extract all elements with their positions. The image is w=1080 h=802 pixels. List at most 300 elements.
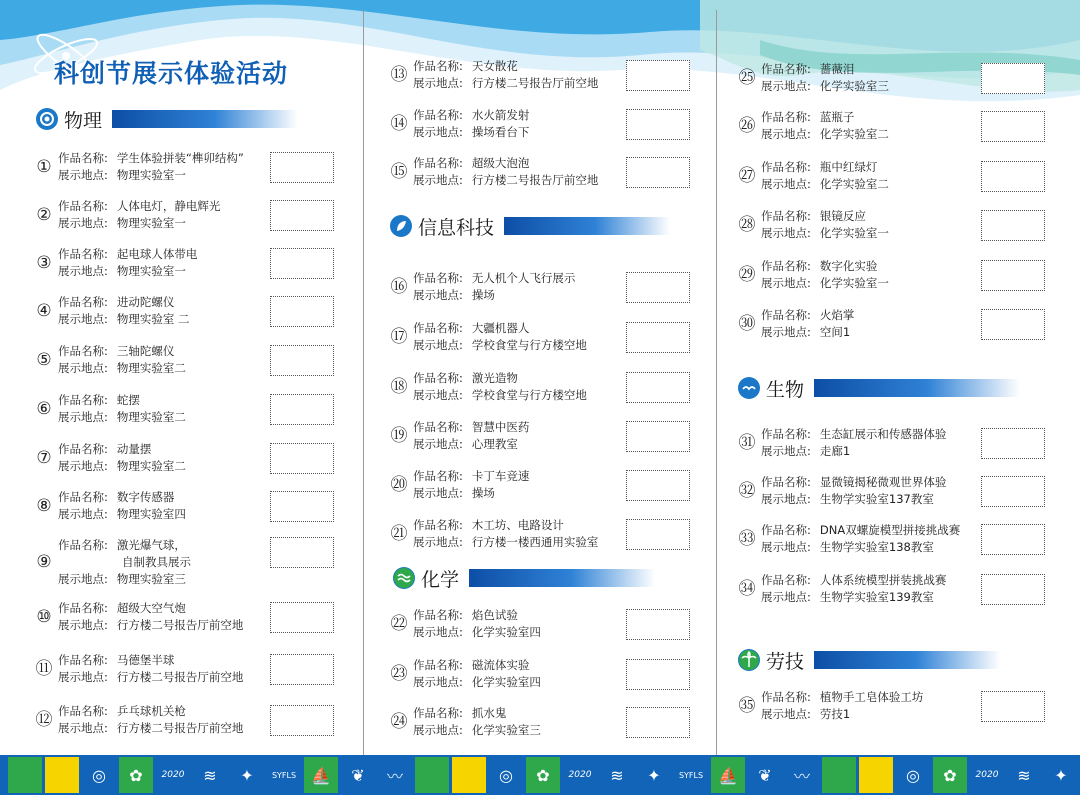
item-place: 生物学实验室139教室 <box>819 590 934 604</box>
item-number: ⑪ <box>35 659 53 679</box>
place-label: 展示地点: <box>413 288 463 302</box>
place-label: 展示地点: <box>58 721 108 735</box>
name-label: 作品名称: <box>58 653 108 667</box>
sailboat-icon: ⛵ <box>711 757 745 793</box>
place-label: 展示地点: <box>761 276 811 290</box>
item-place-line <box>58 409 186 425</box>
item-place: 操场 <box>471 486 495 500</box>
stamp-checkbox[interactable] <box>270 491 334 522</box>
item-number: ⑮ <box>390 162 408 182</box>
item-name: 乒乓球机关枪 <box>116 704 186 718</box>
item-place-line <box>413 436 518 452</box>
exhibit-item <box>739 474 1069 514</box>
exhibit-item <box>739 689 1069 729</box>
year-badge: 2020 <box>563 757 597 793</box>
place-label: 展示地点: <box>413 437 463 451</box>
stamp-checkbox[interactable] <box>626 659 690 690</box>
name-label: 作品名称: <box>761 690 811 704</box>
stamp-checkbox[interactable] <box>626 519 690 550</box>
place-label: 展示地点: <box>761 492 811 506</box>
item-place-line <box>413 674 541 690</box>
item-name-line <box>761 159 877 175</box>
item-number: ㉝ <box>738 529 756 549</box>
stamp-checkbox[interactable] <box>981 309 1045 340</box>
stamp-checkbox[interactable] <box>981 428 1045 459</box>
item-place: 化学实验室二 <box>819 127 889 141</box>
item-place-line <box>761 443 850 459</box>
item-number: ⑦ <box>36 448 52 468</box>
stamp-checkbox[interactable] <box>626 157 690 188</box>
place-label: 展示地点: <box>413 675 463 689</box>
stamp-checkbox[interactable] <box>626 470 690 501</box>
item-place: 化学实验室四 <box>471 625 541 639</box>
item-name-line <box>413 320 529 336</box>
name-label: 作品名称: <box>413 108 463 122</box>
place-label: 展示地点: <box>761 444 811 458</box>
name-label: 作品名称: <box>58 393 108 407</box>
stamp-checkbox[interactable] <box>626 60 690 91</box>
item-place-line <box>761 176 889 192</box>
item-place: 行方楼二号报告厅前空地 <box>116 670 244 684</box>
stamp-checkbox[interactable] <box>626 609 690 640</box>
name-label: 作品名称: <box>413 271 463 285</box>
item-place-line <box>761 589 934 605</box>
stamp-checkbox[interactable] <box>270 248 334 279</box>
name-label: 作品名称: <box>413 518 463 532</box>
leaf-icon: ❦ <box>341 757 375 793</box>
item-name: DNA双螺旋模型拼接挑战赛 <box>819 523 961 537</box>
item-number: ⑯ <box>390 277 408 297</box>
stamp-checkbox[interactable] <box>626 707 690 738</box>
palm-tree-icon: ✿ <box>526 757 560 793</box>
section-biology <box>738 375 1020 401</box>
item-name: 卡丁车竞速 <box>471 469 530 483</box>
stamp-checkbox[interactable] <box>270 654 334 685</box>
stamp-checkbox[interactable] <box>270 200 334 231</box>
item-name-line <box>58 600 186 616</box>
exhibit-item <box>739 208 1069 248</box>
item-place-line <box>413 387 587 403</box>
item-name-line <box>413 705 506 721</box>
item-place: 物理实验室二 <box>116 361 186 375</box>
item-place-line <box>761 126 889 142</box>
stamp-checkbox[interactable] <box>981 63 1045 94</box>
year-badge: 2020 <box>156 757 190 793</box>
name-label: 作品名称: <box>761 308 811 322</box>
place-label: 展示地点: <box>413 76 463 90</box>
name-label: 作品名称: <box>761 209 811 223</box>
item-name: 智慧中医药 <box>471 420 530 434</box>
place-label: 展示地点: <box>58 410 108 424</box>
stamp-checkbox[interactable] <box>981 111 1045 142</box>
item-place-line <box>413 75 598 91</box>
item-number: ㉟ <box>738 696 756 716</box>
item-name-line <box>58 246 197 262</box>
item-name-line <box>413 270 575 286</box>
place-label: 展示地点: <box>413 625 463 639</box>
leaf-icon <box>390 215 412 237</box>
sun-icon: ◎ <box>489 757 523 793</box>
name-label: 作品名称: <box>58 490 108 504</box>
item-place: 学校食堂与行方楼空地 <box>471 388 587 402</box>
exhibit-item <box>739 522 1069 562</box>
item-place-line <box>413 287 495 303</box>
item-name: 蔷薇泪 <box>819 62 855 76</box>
exhibit-item <box>391 270 721 310</box>
item-name: 超级大泡泡 <box>471 156 530 170</box>
item-name: 激光造物 <box>471 371 518 385</box>
stamp-checkbox[interactable] <box>626 109 690 140</box>
exhibit-item <box>391 517 721 557</box>
stars-icon: ✦ <box>1044 757 1078 793</box>
item-name: 数字传感器 <box>116 490 175 504</box>
exhibit-item <box>391 705 721 745</box>
item-name-line <box>58 537 186 553</box>
item-place: 空间1 <box>819 325 851 339</box>
place-label: 展示地点: <box>761 79 811 93</box>
exhibit-item <box>36 392 366 432</box>
palm-tree-icon: ✿ <box>933 757 967 793</box>
place-label: 展示地点: <box>413 125 463 139</box>
section-title: 信息科技 <box>418 216 495 239</box>
item-place: 化学实验室一 <box>819 226 889 240</box>
section-bar <box>814 379 1020 397</box>
item-name-line <box>58 703 186 719</box>
item-number: ⑩ <box>36 607 52 627</box>
exhibit-item <box>739 258 1069 298</box>
item-place-line <box>761 706 850 722</box>
item-number: ㉞ <box>738 579 756 599</box>
item-name: 蓝瓶子 <box>819 110 855 124</box>
item-name-line <box>761 307 854 323</box>
section-bar <box>112 110 298 128</box>
item-name-line <box>761 689 923 705</box>
place-label: 展示地点: <box>58 618 108 632</box>
place-label: 展示地点: <box>413 723 463 737</box>
item-name: 显微镜揭秘微观世界体验 <box>819 475 947 489</box>
name-label: 作品名称: <box>58 295 108 309</box>
item-name-line <box>761 426 946 442</box>
item-number: ㉑ <box>390 524 408 544</box>
item-number: ⑫ <box>35 710 53 730</box>
section-labor <box>738 647 1000 673</box>
item-number: ⑤ <box>36 350 52 370</box>
exhibit-item <box>36 343 366 383</box>
wave-icon <box>393 567 415 589</box>
place-label: 展示地点: <box>413 388 463 402</box>
item-name: 植物手工皂体验工坊 <box>819 690 924 704</box>
exhibit-item <box>36 198 366 238</box>
item-name: 人体电灯，静电辉光 <box>116 199 221 213</box>
stamp-checkbox[interactable] <box>981 574 1045 605</box>
stamp-checkbox[interactable] <box>981 161 1045 192</box>
item-place: 物理实验室一 <box>116 216 186 230</box>
item-name: 超级大空气炮 <box>116 601 186 615</box>
name-label: 作品名称: <box>413 706 463 720</box>
exhibit-item <box>391 419 721 459</box>
name-label: 作品名称: <box>413 156 463 170</box>
item-place-line <box>413 722 541 738</box>
item-name-line <box>413 370 518 386</box>
item-place: 物理实验室一 <box>116 168 186 182</box>
item-place: 行方楼二号报告厅前空地 <box>116 721 244 735</box>
item-number: ㉓ <box>390 664 408 684</box>
place-label: 展示地点: <box>761 226 811 240</box>
item-place: 操场 <box>471 288 495 302</box>
stamp-checkbox[interactable] <box>626 372 690 403</box>
item-name: 激光爆气球， <box>116 538 186 552</box>
exhibit-item <box>391 468 721 508</box>
exhibit-item <box>391 320 721 360</box>
stamp-checkbox[interactable] <box>626 272 690 303</box>
item-name-line <box>761 522 960 538</box>
item-place: 行方楼二号报告厅前空地 <box>471 173 599 187</box>
item-number: ⑱ <box>390 377 408 397</box>
section-bar <box>504 217 670 235</box>
stamp-checkbox[interactable] <box>270 296 334 327</box>
wave-icon: ≋ <box>600 757 634 793</box>
item-number: ⑥ <box>36 399 52 419</box>
item-name-line <box>761 258 877 274</box>
exhibit-item <box>391 58 721 98</box>
section-title: 生物 <box>766 378 805 401</box>
stamp-checkbox[interactable] <box>270 602 334 633</box>
name-label: 作品名称: <box>58 442 108 456</box>
item-name-line <box>58 150 244 166</box>
item-place: 行方楼二号报告厅前空地 <box>116 618 244 632</box>
item-name: 进动陀螺仪 <box>116 295 175 309</box>
name-label: 作品名称: <box>413 371 463 385</box>
page-title: 科创节展示体验活动 <box>54 59 289 88</box>
exhibit-item <box>36 441 366 481</box>
exhibit-item <box>36 489 366 529</box>
item-place-line <box>413 485 495 501</box>
stamp-checkbox[interactable] <box>270 152 334 183</box>
wave-icon: ≋ <box>193 757 227 793</box>
item-name: 动量摆 <box>116 442 152 456</box>
item-place: 化学实验室三 <box>819 79 889 93</box>
year-badge: 2020 <box>970 757 1004 793</box>
footer-tile <box>822 757 856 793</box>
item-name-line <box>761 61 854 77</box>
school-badge: SYFLS <box>267 757 301 793</box>
place-label: 展示地点: <box>413 173 463 187</box>
exhibit-item <box>391 607 721 647</box>
stamp-checkbox[interactable] <box>626 421 690 452</box>
item-name-line <box>58 489 174 505</box>
item-name: 天女散花 <box>471 59 518 73</box>
name-label: 作品名称: <box>58 601 108 615</box>
bird-icon: 〰 <box>378 757 412 793</box>
stamp-checkbox[interactable] <box>270 705 334 736</box>
item-place-line <box>413 337 587 353</box>
item-place: 学校食堂与行方楼空地 <box>471 338 587 352</box>
item-name-line <box>58 441 151 457</box>
item-place: 心理教室 <box>471 437 518 451</box>
item-place-line <box>58 215 186 231</box>
palm-tree-icon <box>738 649 760 671</box>
footer-tile <box>415 757 449 793</box>
sailboat-icon: ⛵ <box>304 757 338 793</box>
section-title: 劳技 <box>766 650 805 673</box>
item-place: 化学实验室二 <box>819 177 889 191</box>
footer-tile <box>45 757 79 793</box>
stars-icon: ✦ <box>637 757 671 793</box>
exhibit-item <box>391 107 721 147</box>
item-name: 焰色试验 <box>471 608 518 622</box>
place-label: 展示地点: <box>761 325 811 339</box>
item-name-line <box>413 58 518 74</box>
item-number: ㉒ <box>390 614 408 634</box>
item-name-line <box>413 155 529 171</box>
item-place-line <box>761 324 850 340</box>
item-name-line <box>58 343 174 359</box>
item-name: 生态缸展示和传感器体验 <box>819 427 947 441</box>
item-name-line <box>58 652 174 668</box>
exhibit-item <box>391 370 721 410</box>
section-it <box>390 213 670 239</box>
item-number: ㉘ <box>738 215 756 235</box>
item-place-line <box>58 506 186 522</box>
place-label: 展示地点: <box>58 361 108 375</box>
item-place-line <box>761 78 889 94</box>
stamp-checkbox[interactable] <box>981 524 1045 555</box>
palm-tree-icon: ✿ <box>119 757 153 793</box>
item-name: 银镜反应 <box>819 209 866 223</box>
exhibit-item <box>739 426 1069 466</box>
item-place-line <box>413 172 598 188</box>
name-label: 作品名称: <box>761 259 811 273</box>
section-physics <box>36 106 298 132</box>
item-place-line <box>58 311 190 327</box>
place-label: 展示地点: <box>58 312 108 326</box>
item-number: ㉗ <box>738 166 756 186</box>
item-place-line <box>413 624 541 640</box>
exhibit-item <box>739 572 1069 612</box>
section-chemistry <box>393 565 655 591</box>
item-number: ㉚ <box>738 314 756 334</box>
place-label: 展示地点: <box>58 168 108 182</box>
item-name-line <box>58 392 140 408</box>
place-label: 展示地点: <box>413 338 463 352</box>
physics-icon <box>36 108 58 130</box>
item-name-line <box>413 657 529 673</box>
name-label: 作品名称: <box>761 160 811 174</box>
name-label: 作品名称: <box>58 247 108 261</box>
exhibit-item <box>36 246 366 286</box>
item-number: ⑳ <box>390 475 408 495</box>
name-label: 作品名称: <box>413 321 463 335</box>
item-place: 物理实验室二 <box>116 410 186 424</box>
item-number: ② <box>36 205 52 225</box>
place-label: 展示地点: <box>761 177 811 191</box>
stamp-checkbox[interactable] <box>981 210 1045 241</box>
item-name: 瓶中红绿灯 <box>819 160 878 174</box>
name-label: 作品名称: <box>761 427 811 441</box>
stamp-checkbox[interactable] <box>981 260 1045 291</box>
item-name-line <box>413 607 518 623</box>
section-title: 化学 <box>421 568 460 591</box>
exhibit-item <box>739 109 1069 149</box>
item-name-line <box>761 572 946 588</box>
name-label: 作品名称: <box>413 608 463 622</box>
item-place: 化学实验室三 <box>471 723 541 737</box>
item-name-line <box>761 109 854 125</box>
item-name: 火焰掌 <box>819 308 855 322</box>
place-label: 展示地点: <box>761 707 811 721</box>
exhibit-item <box>36 537 366 586</box>
sun-icon: ◎ <box>82 757 116 793</box>
item-name-line <box>413 517 564 533</box>
item-name: 马德堡半球 <box>116 653 175 667</box>
name-label: 作品名称: <box>761 475 811 489</box>
item-name: 学生体验拼装“榫卯结构” <box>116 151 244 165</box>
item-place-line <box>58 571 186 587</box>
item-place: 行方楼二号报告厅前空地 <box>471 76 599 90</box>
item-name-line <box>413 107 529 123</box>
item-name: 磁流体实验 <box>471 658 530 672</box>
item-place-line <box>58 263 186 279</box>
item-name-line <box>58 198 220 214</box>
item-number: ④ <box>36 301 52 321</box>
place-label: 展示地点: <box>58 459 108 473</box>
exhibit-item <box>391 155 721 195</box>
item-place: 走廊1 <box>819 444 851 458</box>
stamp-checkbox[interactable] <box>270 345 334 376</box>
item-place: 操场看台下 <box>471 125 530 139</box>
place-label: 展示地点: <box>58 572 108 586</box>
stamp-checkbox[interactable] <box>270 537 334 568</box>
place-label: 展示地点: <box>761 127 811 141</box>
item-place-line <box>761 539 934 555</box>
stamp-checkbox[interactable] <box>981 691 1045 722</box>
item-place-line <box>761 225 889 241</box>
item-place: 化学实验室四 <box>471 675 541 689</box>
name-label: 作品名称: <box>58 199 108 213</box>
stamp-checkbox[interactable] <box>626 322 690 353</box>
school-badge: SYFLS <box>674 757 708 793</box>
item-place-line <box>761 275 889 291</box>
item-place: 物理实验室一 <box>116 264 186 278</box>
item-place: 物理实验室 二 <box>116 312 190 326</box>
item-name: 大疆机器人 <box>471 321 530 335</box>
exhibit-item <box>36 150 366 190</box>
item-place-line <box>761 491 934 507</box>
name-label: 作品名称: <box>58 151 108 165</box>
item-name: 数字化实验 <box>819 259 878 273</box>
footer-tile <box>859 757 893 793</box>
name-label: 作品名称: <box>761 523 811 537</box>
item-name: 木工坊、电路设计 <box>471 518 564 532</box>
item-name-line <box>413 468 529 484</box>
stamp-checkbox[interactable] <box>270 443 334 474</box>
stars-icon: ✦ <box>230 757 264 793</box>
stamp-checkbox[interactable] <box>270 394 334 425</box>
place-label: 展示地点: <box>58 264 108 278</box>
item-number: ⑨ <box>36 552 52 572</box>
exhibit-item <box>739 159 1069 199</box>
footer-tile <box>452 757 486 793</box>
stamp-checkbox[interactable] <box>981 476 1045 507</box>
place-label: 展示地点: <box>761 590 811 604</box>
item-name: 水火箭发射 <box>471 108 530 122</box>
item-number: ③ <box>36 253 52 273</box>
name-label: 作品名称: <box>58 538 108 552</box>
name-label: 作品名称: <box>413 469 463 483</box>
item-number: ㉕ <box>738 68 756 88</box>
name-label: 作品名称: <box>761 110 811 124</box>
item-place: 劳技1 <box>819 707 851 721</box>
